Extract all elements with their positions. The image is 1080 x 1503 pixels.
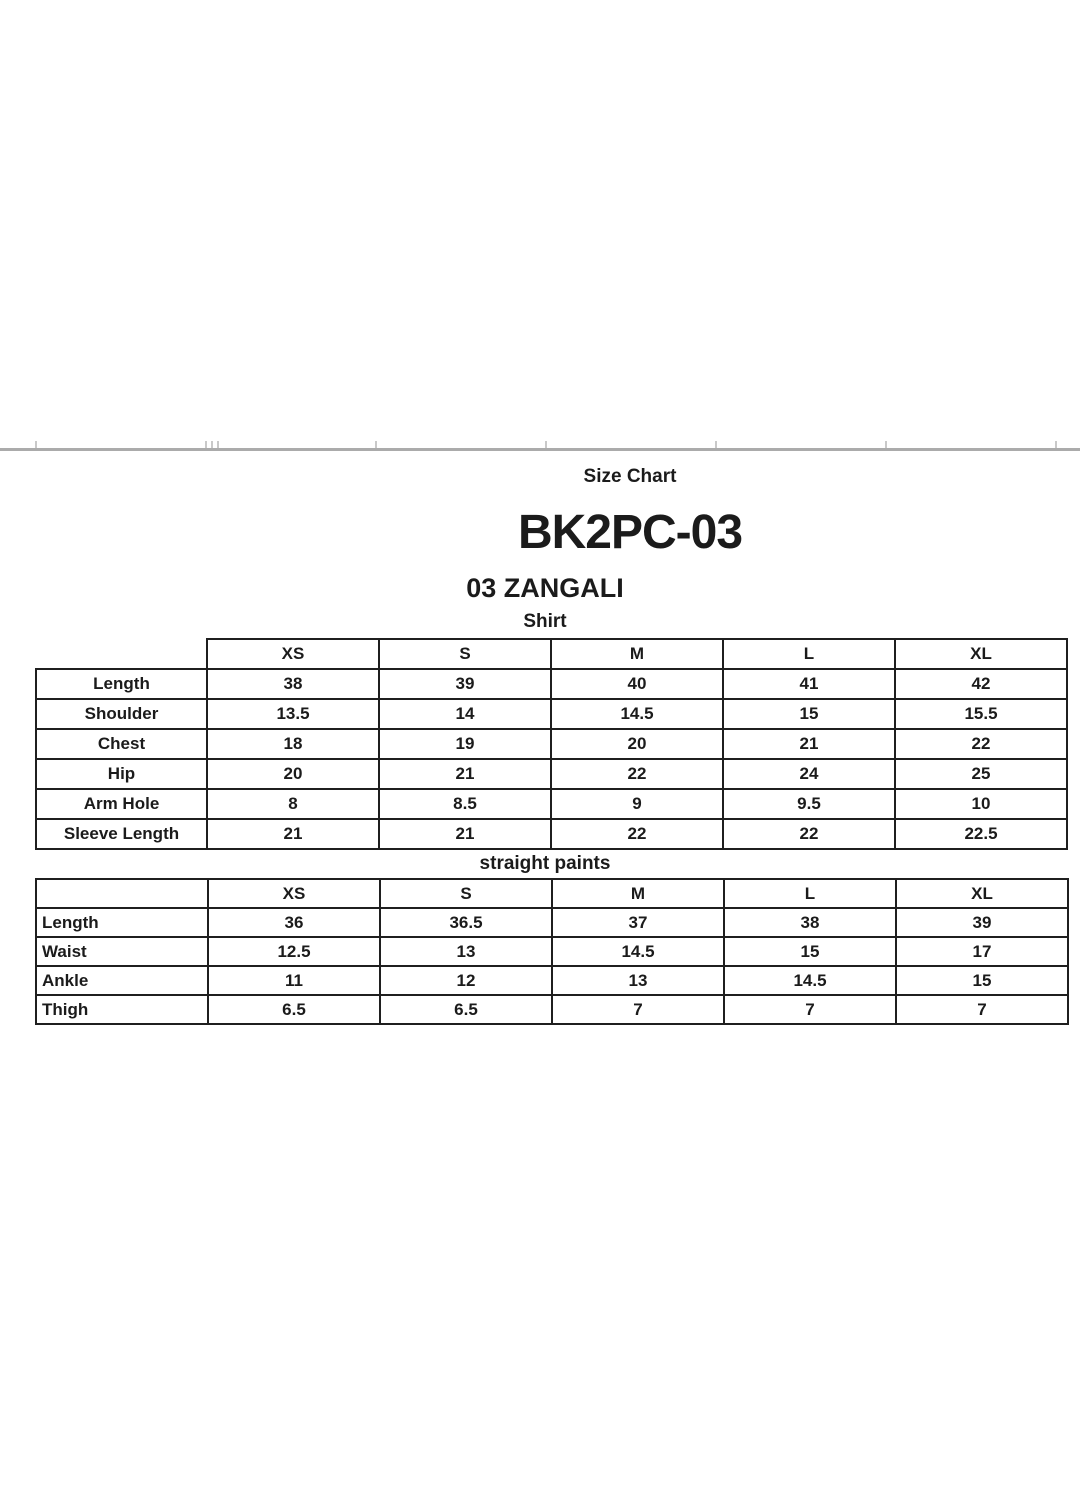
product-variant: 03 ZANGALI	[466, 573, 624, 603]
measurement-value: 9.5	[723, 789, 895, 819]
measurement-label: Hip	[36, 759, 207, 789]
size-column-header: S	[380, 879, 552, 908]
size-header-row	[36, 879, 1068, 908]
measurement-value: 21	[207, 819, 379, 849]
measurement-value: 19	[379, 729, 551, 759]
measurement-label: Sleeve Length	[36, 819, 207, 849]
measurement-label: Ankle	[36, 966, 208, 995]
measurement-value: 42	[895, 669, 1067, 699]
size-column-header: S	[379, 639, 551, 669]
column-guide-tick	[885, 441, 887, 448]
table-row	[36, 937, 1068, 966]
measurement-value: 24	[723, 759, 895, 789]
measurement-value: 38	[207, 669, 379, 699]
measurement-label: Chest	[36, 729, 207, 759]
measurement-label: Length	[36, 908, 208, 937]
column-guide-tick	[205, 441, 207, 448]
measurement-value: 14	[379, 699, 551, 729]
measurement-value: 15	[724, 937, 896, 966]
measurement-value: 7	[896, 995, 1068, 1024]
measurement-value: 36	[208, 908, 380, 937]
measurement-value: 7	[724, 995, 896, 1024]
column-guide-tick	[35, 441, 37, 448]
measurement-value: 18	[207, 729, 379, 759]
measurement-value: 20	[551, 729, 723, 759]
column-guide-tick	[211, 441, 213, 448]
measurement-value: 20	[207, 759, 379, 789]
measurement-value: 12.5	[208, 937, 380, 966]
size-column-header: XS	[207, 639, 379, 669]
measurement-value: 10	[895, 789, 1067, 819]
table-row	[36, 995, 1068, 1024]
column-guide-tick	[715, 441, 717, 448]
measurement-value: 41	[723, 669, 895, 699]
table-row	[36, 729, 1067, 759]
table-row	[36, 699, 1067, 729]
column-guide-tick	[375, 441, 377, 448]
pants-size-table	[35, 878, 1069, 1025]
size-column-header: L	[723, 639, 895, 669]
measurement-value: 15	[896, 966, 1068, 995]
column-guide-tick	[545, 441, 547, 448]
measurement-value: 22.5	[895, 819, 1067, 849]
table-row	[36, 789, 1067, 819]
measurement-value: 36.5	[380, 908, 552, 937]
measurement-label: Thigh	[36, 995, 208, 1024]
measurement-value: 21	[379, 819, 551, 849]
measurement-value: 15	[723, 699, 895, 729]
measurement-value: 12	[380, 966, 552, 995]
measurement-value: 14.5	[552, 937, 724, 966]
measurement-value: 15.5	[895, 699, 1067, 729]
measurement-value: 11	[208, 966, 380, 995]
measurement-value: 14.5	[551, 699, 723, 729]
corner-cell	[36, 639, 207, 669]
measurement-value: 39	[896, 908, 1068, 937]
product-code: BK2PC-03	[517, 506, 743, 559]
measurement-value: 9	[551, 789, 723, 819]
column-guide-tick	[217, 441, 219, 448]
table-row	[36, 759, 1067, 789]
shirt-section-title: Shirt	[523, 611, 567, 632]
measurement-label: Waist	[36, 937, 208, 966]
measurement-label: Arm Hole	[36, 789, 207, 819]
table-row	[36, 819, 1067, 849]
table-row	[36, 908, 1068, 937]
size-column-header: XS	[208, 879, 380, 908]
measurement-value: 22	[551, 819, 723, 849]
measurement-value: 7	[552, 995, 724, 1024]
measurement-value: 40	[551, 669, 723, 699]
size-column-header: L	[724, 879, 896, 908]
measurement-value: 13	[552, 966, 724, 995]
measurement-label: Shoulder	[36, 699, 207, 729]
size-column-header: M	[552, 879, 724, 908]
shirt-size-table	[35, 638, 1068, 850]
measurement-value: 21	[379, 759, 551, 789]
table-row	[36, 669, 1067, 699]
measurement-value: 22	[551, 759, 723, 789]
measurement-value: 39	[379, 669, 551, 699]
pants-section-title: straight paints	[479, 853, 611, 874]
measurement-value: 25	[895, 759, 1067, 789]
size-column-header: XL	[895, 639, 1067, 669]
size-column-header: M	[551, 639, 723, 669]
column-guide-tick	[1055, 441, 1057, 448]
measurement-value: 14.5	[724, 966, 896, 995]
size-column-header: XL	[896, 879, 1068, 908]
measurement-value: 22	[895, 729, 1067, 759]
measurement-value: 6.5	[208, 995, 380, 1024]
measurement-value: 38	[724, 908, 896, 937]
measurement-value: 37	[552, 908, 724, 937]
corner-cell	[36, 879, 208, 908]
measurement-value: 6.5	[380, 995, 552, 1024]
measurement-value: 13	[380, 937, 552, 966]
measurement-value: 17	[896, 937, 1068, 966]
measurement-value: 13.5	[207, 699, 379, 729]
measurement-value: 22	[723, 819, 895, 849]
table-row	[36, 966, 1068, 995]
size-chart-heading: Size Chart	[583, 466, 677, 487]
measurement-label: Length	[36, 669, 207, 699]
page-break-line	[0, 448, 1080, 451]
size-header-row	[36, 639, 1067, 669]
measurement-value: 8.5	[379, 789, 551, 819]
measurement-value: 21	[723, 729, 895, 759]
measurement-value: 8	[207, 789, 379, 819]
